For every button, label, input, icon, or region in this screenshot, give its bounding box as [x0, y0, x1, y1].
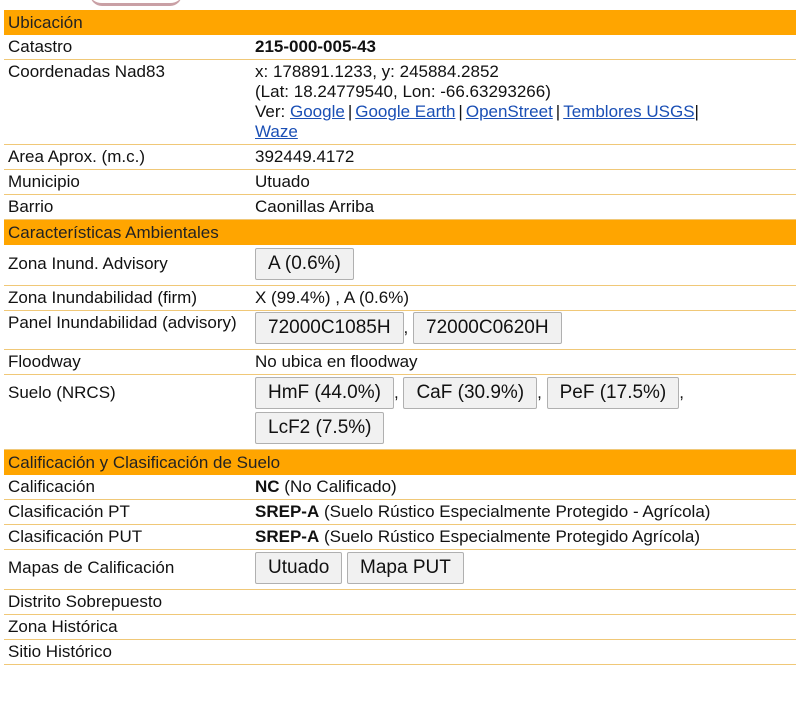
municipio-label: Municipio: [8, 172, 80, 191]
clasificacion-pt-label: Clasificación PT: [8, 502, 130, 521]
link-google[interactable]: Google: [289, 102, 345, 121]
zona-historica-label: Zona Histórica: [8, 617, 118, 636]
mapa-put-button[interactable]: Mapa PUT: [347, 552, 464, 584]
catastro-label: Catastro: [8, 37, 73, 56]
calificacion-value: [251, 475, 796, 499]
clasificacion-pt-desc: (Suelo Rústico Especialmente Protegido - Agrícola): [323, 502, 711, 521]
suelo-button-caf[interactable]: CaF (30.9%): [403, 377, 537, 409]
link-openstreet[interactable]: OpenStreet: [465, 102, 553, 121]
row-clasificacion-pt: [4, 500, 796, 525]
comma: ,: [537, 383, 542, 402]
row-clasificacion-put: [4, 525, 796, 550]
section-header-ambientales: Características Ambientales: [4, 220, 796, 245]
clasificacion-put-value: [251, 525, 796, 549]
section-header-calificacion: Calificación y Clasificación de Suelo: [4, 450, 796, 475]
row-mapas-calificacion: [4, 550, 796, 590]
area-value: 392449.4172: [255, 147, 355, 166]
row-zona-inund-firm: [4, 286, 796, 311]
zona-firm-value: X (99.4%) , A (0.6%): [255, 288, 410, 307]
row-municipio: [4, 170, 796, 195]
area-label: Area Aprox. (m.c.): [8, 147, 145, 166]
mapas-label: Mapas de Calificación: [8, 558, 175, 577]
suelo-button-hmf[interactable]: HmF (44.0%): [255, 377, 394, 409]
municipio-value: Utuado: [255, 172, 310, 191]
coordenadas-value: [251, 60, 796, 144]
floodway-value: No ubica en floodway: [255, 352, 418, 371]
zona-firm-label: Zona Inundabilidad (firm): [8, 288, 197, 307]
row-zona-inund-advisory: [4, 245, 796, 286]
property-info-table: [4, 10, 796, 665]
clasificacion-pt-code: SREP-A: [255, 502, 320, 521]
suelo-label: Suelo (NRCS): [8, 383, 116, 402]
calificacion-desc: (No Calificado): [284, 477, 397, 496]
distrito-label: Distrito Sobrepuesto: [8, 592, 163, 611]
zona-advisory-button[interactable]: A (0.6%): [255, 248, 354, 280]
coord-latlon: (Lat: 18.24779540, Lon: -66.63293266): [255, 82, 551, 101]
suelo-button-pef[interactable]: PeF (17.5%): [547, 377, 680, 409]
mapa-utuado-button[interactable]: Utuado: [255, 552, 342, 584]
sitio-historico-value: [251, 640, 796, 644]
ver-label: Ver:: [255, 102, 286, 121]
header-logo-fragment: [90, 0, 182, 6]
row-panel-inund: [4, 311, 796, 350]
comma: ,: [393, 383, 399, 402]
clasificacion-put-label: Clasificación PUT: [8, 527, 143, 546]
calificacion-label: Calificación: [8, 477, 95, 496]
row-coordenadas: [4, 60, 796, 145]
suelo-button-lcf2[interactable]: LcF2 (7.5%): [255, 412, 384, 444]
comma: ,: [403, 318, 409, 337]
row-sitio-historico: [4, 640, 796, 665]
row-barrio: [4, 195, 796, 220]
zona-advisory-value: [251, 245, 796, 285]
floodway-label: Floodway: [8, 352, 81, 371]
coord-xy: x: 178891.1233, y: 245884.2852: [255, 62, 499, 81]
row-zona-historica: [4, 615, 796, 640]
zona-advisory-label: Zona Inund. Advisory: [8, 254, 168, 273]
suelo-value: [251, 375, 796, 449]
catastro-value: 215-000-005-43: [255, 37, 376, 56]
link-google-earth[interactable]: Google Earth: [355, 102, 456, 121]
link-waze[interactable]: Waze: [255, 122, 298, 141]
mapas-value: [251, 550, 796, 589]
clasificacion-put-desc: (Suelo Rústico Especialmente Protegido Agrícola): [323, 527, 701, 546]
barrio-label: Barrio: [8, 197, 54, 216]
link-separator: |: [555, 102, 561, 121]
link-separator: |: [347, 102, 353, 121]
panel-value: [251, 311, 796, 349]
row-catastro: [4, 35, 796, 60]
row-calificacion: [4, 475, 796, 500]
panel-button-2[interactable]: 72000C0620H: [413, 312, 562, 344]
link-temblores-usgs[interactable]: Temblores USGS: [563, 102, 695, 121]
sitio-historico-label: Sitio Histórico: [8, 642, 112, 661]
clasificacion-pt-value: [251, 500, 796, 524]
zona-historica-value: [251, 615, 796, 619]
row-area: [4, 145, 796, 170]
panel-label: Panel Inundabilidad (advisory): [8, 313, 237, 332]
distrito-value: [251, 590, 796, 594]
barrio-value: Caonillas Arriba: [255, 197, 375, 216]
row-distrito-sobrepuesto: [4, 590, 796, 615]
row-suelo-nrcs: [4, 375, 796, 450]
section-header-ubicacion: Ubicación: [4, 10, 796, 35]
calificacion-code: NC: [255, 477, 280, 496]
clasificacion-put-code: SREP-A: [255, 527, 320, 546]
link-separator: |: [694, 102, 699, 121]
panel-button-1[interactable]: 72000C1085H: [255, 312, 404, 344]
row-floodway: [4, 350, 796, 375]
comma: ,: [679, 383, 684, 402]
coordenadas-label: Coordenadas Nad83: [8, 62, 165, 81]
map-links: [255, 102, 792, 142]
link-separator: |: [458, 102, 463, 121]
